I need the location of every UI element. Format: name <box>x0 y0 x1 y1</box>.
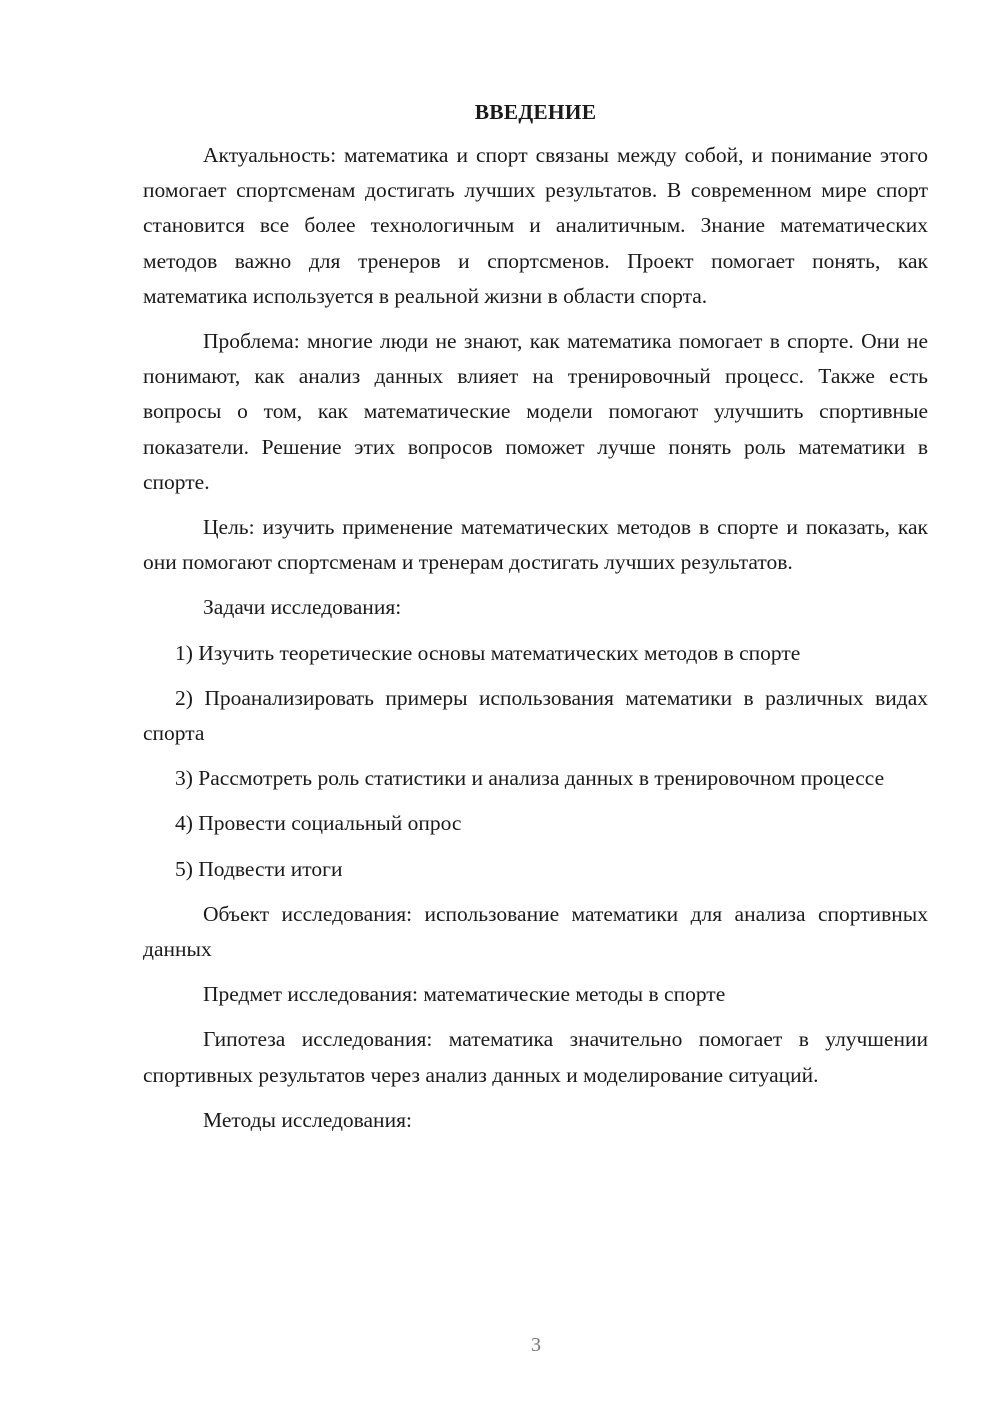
methods-heading: Методы исследования: <box>203 1107 412 1132</box>
page-content <box>143 96 928 1148</box>
task-item-3: 3) Рассмотреть роль статистики и анализа данных в тренировочном процессе <box>175 766 885 791</box>
task-item-4: 4) Провести социальный опрос <box>175 811 462 836</box>
paragraph-subject: Предмет исследования: математические методы в спорте <box>203 982 726 1007</box>
paragraph-relevance: Актуальность: математика и спорт связаны между собой, и понимание этого помогает спортсменам достигать лучших результатов. В современном мире спорт становится все более технологичным и аналитичным. Знание математических методов важно для тренеров и спортсменов. Проект помогает понять, как математика используется в реальной жизни в области спорта. <box>143 143 928 308</box>
task-item-5: 5) Подвести итоги <box>175 856 343 881</box>
section-title: ВВЕДЕНИЕ <box>474 100 597 124</box>
paragraph-goal: Цель: изучить применение математических методов в спорте и показать, как они помогают спортсменам и тренерам достигать лучших результатов. <box>143 515 928 575</box>
task-item-1: 1) Изучить теоретические основы математических методов в спорте <box>175 640 801 665</box>
paragraph-object: Объект исследования: использование математики для анализа спортивных данных <box>143 901 928 962</box>
paragraph-problem: Проблема: многие люди не знают, как математика помогает в спорте. Они не понимают, как анализ данных влияет на тренировочный процесс. Также есть вопросы о том, как математические модели помогают улучшить спортивные показатели. Решение этих вопросов поможет лучше понять роль математики в спорте. <box>143 329 928 494</box>
task-item-2: 2) Проанализировать примеры использования математики в различных видах спорта <box>143 685 928 746</box>
tasks-heading: Задачи исследования: <box>203 595 402 620</box>
paragraph-hypothesis: Гипотеза исследования: математика значительно помогает в улучшении спортивных результатов через анализ данных и моделирование ситуаций. <box>143 1027 928 1087</box>
page-number: 3 <box>531 1334 541 1356</box>
